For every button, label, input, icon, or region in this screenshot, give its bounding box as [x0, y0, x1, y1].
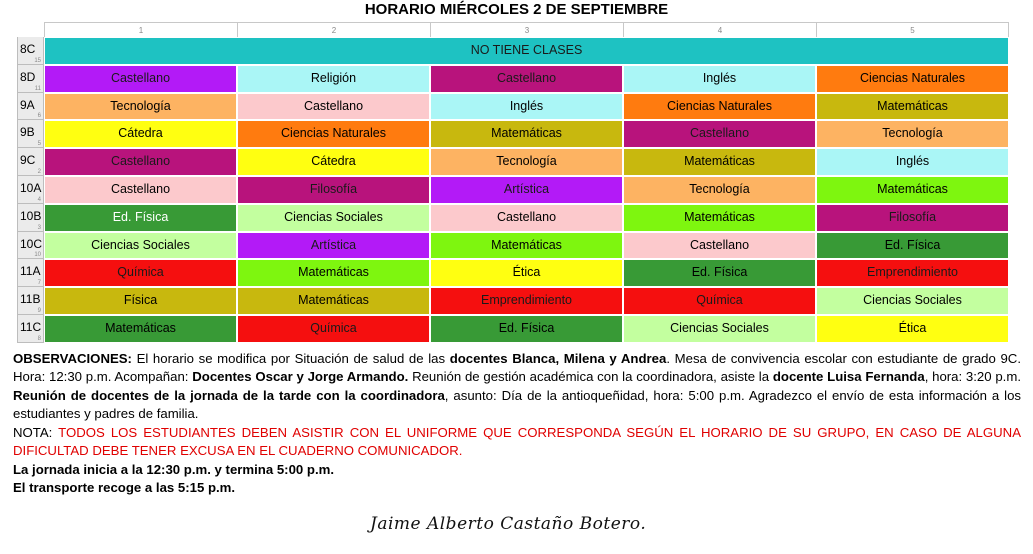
schedule-row — [17, 204, 1009, 232]
subject-cell: Matemáticas — [430, 120, 623, 148]
schedule-row — [17, 93, 1009, 121]
group-index: 4 — [37, 196, 41, 203]
subject-cell: Castellano — [623, 120, 816, 148]
observations-label: OBSERVACIONES: — [13, 351, 132, 366]
subject-cell: Ciencias Naturales — [237, 120, 430, 148]
subject-cell: Castellano — [430, 204, 623, 232]
subject-cell: Matemáticas — [623, 204, 816, 232]
group-code: 11A — [20, 264, 41, 279]
group-code: 10A — [20, 180, 42, 195]
subject-cell: Ed. Física — [623, 259, 816, 287]
subject-cell: Tecnología — [816, 120, 1009, 148]
group-index: 7 — [37, 280, 41, 287]
subject-cell: Ciencias Sociales — [44, 232, 237, 260]
subject-cell: Cátedra — [44, 120, 237, 148]
group-label — [17, 120, 44, 148]
subject-cell: Ética — [816, 315, 1009, 343]
group-code: 10B — [20, 208, 42, 223]
group-index: 11 — [34, 85, 41, 92]
group-index: 5 — [37, 141, 41, 148]
transporte-text: El transporte recoge a las 5:15 p.m. — [13, 480, 236, 496]
schedule-row — [17, 65, 1009, 93]
group-label — [17, 37, 44, 65]
group-code: 8D — [20, 69, 36, 84]
subject-cell: Religión — [237, 65, 430, 93]
group-index: 3 — [37, 224, 41, 231]
observations-bold: Reunión de docentes de la jornada de la tarde con la coordinadora — [13, 387, 445, 403]
group-code: 9B — [20, 125, 35, 140]
group-label — [17, 232, 44, 260]
group-code: 9A — [20, 97, 35, 112]
subject-cell: Tecnología — [430, 148, 623, 176]
group-label — [17, 315, 44, 343]
subject-cell: Ciencias Sociales — [237, 204, 430, 232]
observations-text: . Mesa de convivencia escolar con estudiante de grado 9C. Hora: 12:30 p.m. Acompañan: — [13, 351, 1021, 385]
group-code: 11C — [20, 319, 42, 334]
group-label — [17, 65, 44, 93]
group-code: 11B — [20, 292, 41, 307]
subject-cell: Castellano — [430, 65, 623, 93]
schedule-row — [17, 148, 1009, 176]
schedule-row — [17, 287, 1009, 315]
page-title: HORARIO MIÉRCOLES 2 DE SEPTIEMBRE — [364, 1, 669, 18]
subject-cell: Matemáticas — [816, 93, 1009, 121]
schedule-row — [17, 120, 1009, 148]
schedule-row — [17, 315, 1009, 343]
signature: Jaime Alberto Castaño Botero. — [370, 514, 647, 534]
subject-cell: Inglés — [816, 148, 1009, 176]
subject-cell: Tecnología — [44, 93, 237, 121]
group-label — [17, 259, 44, 287]
subject-cell: Química — [44, 259, 237, 287]
group-index: 9 — [37, 307, 41, 314]
column-number: 3 — [430, 23, 623, 38]
observations-bold: docentes Blanca, Milena y Andrea — [449, 351, 667, 366]
column-number: 5 — [816, 23, 1009, 38]
subject-cell: Matemáticas — [237, 259, 430, 287]
subject-cell: Cátedra — [237, 148, 430, 176]
subject-cell: Tecnología — [623, 176, 816, 204]
group-code: 10C — [20, 236, 43, 251]
subject-cell: Castellano — [44, 65, 237, 93]
subject-cell: Física — [44, 287, 237, 315]
group-code: 9C — [20, 153, 36, 168]
subject-cell: Filosofía — [816, 204, 1009, 232]
observations-text: , hora: 3:20 p.m. — [924, 369, 1021, 385]
subject-cell: Castellano — [44, 148, 237, 176]
subject-cell: Química — [237, 315, 430, 343]
subject-cell: Ed. Física — [44, 204, 237, 232]
subject-cell: Emprendimiento — [430, 287, 623, 315]
subject-cell: Ciencias Sociales — [816, 287, 1009, 315]
group-label — [17, 287, 44, 315]
schedule-row — [17, 259, 1009, 287]
subject-cell: Ciencias Naturales — [816, 65, 1009, 93]
subject-cell: Castellano — [44, 176, 237, 204]
group-index: 15 — [34, 57, 41, 64]
subject-cell: Ética — [430, 259, 623, 287]
column-number: 4 — [623, 23, 816, 38]
subject-cell: Ciencias Sociales — [623, 315, 816, 343]
subject-cell: Inglés — [430, 93, 623, 121]
observations-text: Reunión de gestión académica con la coordinadora, asiste la — [408, 369, 773, 385]
schedule-row — [17, 176, 1009, 204]
subject-cell: Ed. Física — [816, 232, 1009, 260]
group-index: 6 — [37, 113, 41, 120]
jornada-line — [13, 461, 1021, 479]
observations-paragraph — [13, 350, 1021, 423]
nota-text: TODOS LOS ESTUDIANTES DEBEN ASISTIR CON EL UNIFORME QUE CORRESPONDA SEGÚN EL HORARIO DE SU GRUPO, EN CASO DE ALGUNA DIFICULTAD DEBE TENER EXCUSA EN EL CUADERNO COMUNICADOR. — [13, 425, 1021, 459]
schedule-row — [17, 232, 1009, 260]
group-index: 10 — [34, 252, 41, 259]
column-number: 1 — [44, 23, 237, 38]
subject-cell: Inglés — [623, 65, 816, 93]
subject-cell: Filosofía — [237, 176, 430, 204]
subject-cell: Matemáticas — [430, 232, 623, 260]
group-label — [17, 176, 44, 204]
subject-cell: NO TIENE CLASES — [44, 37, 1009, 65]
observations-bold: docente Luisa Fernanda — [772, 369, 925, 385]
subject-cell: Artística — [237, 232, 430, 260]
subject-cell: Ciencias Naturales — [623, 93, 816, 121]
subject-cell: Artística — [430, 176, 623, 204]
nota-label: NOTA: — [13, 425, 59, 441]
observations-bold: Docentes Oscar y Jorge Armando. — [192, 369, 409, 385]
subject-cell: Matemáticas — [44, 315, 237, 343]
subject-cell: Castellano — [237, 93, 430, 121]
schedule-row — [17, 37, 1009, 65]
transporte-line — [13, 479, 1021, 497]
group-code: 8C — [20, 42, 36, 56]
group-index: 2 — [37, 168, 41, 175]
schedule-table — [17, 37, 1009, 343]
subject-cell: Emprendimiento — [816, 259, 1009, 287]
subject-cell: Ed. Física — [430, 315, 623, 343]
observations-text: El horario se modifica por Situación de salud de las — [131, 351, 450, 366]
nota-paragraph — [13, 424, 1021, 461]
jornada-text: La jornada inicia a la 12:30 p.m. y termina 5:00 p.m. — [13, 461, 335, 477]
group-label — [17, 204, 44, 232]
observations-text: , asunto: Día de la antioqueñidad, hora: 5:00 p.m. Agradezco el envío de esta información a los estudiantes y padres de familia. — [13, 387, 1021, 421]
subject-cell: Matemáticas — [237, 287, 430, 315]
subject-cell: Química — [623, 287, 816, 315]
group-label — [17, 148, 44, 176]
subject-cell: Castellano — [623, 232, 816, 260]
group-label — [17, 93, 44, 121]
observations-section — [13, 350, 1021, 497]
subject-cell: Matemáticas — [816, 176, 1009, 204]
subject-cell: Matemáticas — [623, 148, 816, 176]
group-index: 8 — [37, 335, 41, 342]
column-number: 2 — [237, 23, 430, 38]
